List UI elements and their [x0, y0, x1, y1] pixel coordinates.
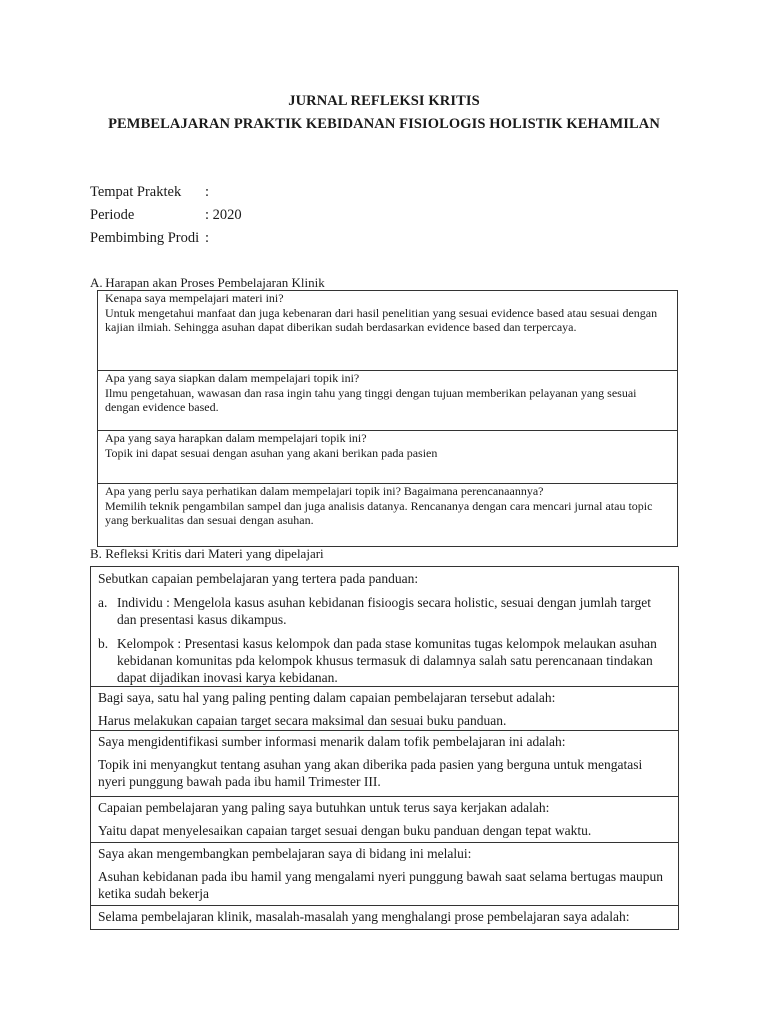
section-title: Harapan akan Proses Pembelajaran Klinik [105, 275, 325, 290]
row-question: Selama pembelajaran klinik, masalah-masalah yang menghalangi prose pembelajaran saya adalah: [98, 909, 630, 924]
meta-tempat-praktek [90, 184, 209, 201]
meta-label: Periode [90, 207, 135, 223]
section-b-table [90, 566, 679, 930]
meta-label: Tempat Praktek [90, 184, 182, 200]
row-question: Apa yang perlu saya perhatikan dalam mempelajari topik ini? Bagaimana perencanaannya? [105, 484, 544, 498]
table-row [91, 906, 678, 929]
meta-pembimbing-prodi [90, 230, 209, 247]
row-question: Sebutkan capaian pembelajaran yang tertera pada panduan: [98, 571, 419, 586]
table-row [91, 687, 678, 731]
list-text: Kelompok : Presentasi kasus kelompok dan pada stase komunitas tugas kelompok melaukan asuhan kebidanan komunitas pda kelompok khusus termasuk di dalamnya salah satu perencanaan tindakan dapat dijadikan inovasi karya kebidanan. [117, 636, 657, 685]
row-question: Saya akan mengembangkan pembelajaran saya di bidang ini melalui: [98, 846, 472, 861]
section-letter: B. [90, 546, 102, 561]
table-row [98, 291, 677, 371]
row-answer: Untuk mengetahui manfaat dan juga kebenaran dari hasil penelitian yang sesuai evidence based atau sesuai dengan kajian ilmiah. Sehingga asuhan dapat diberikan sudah berdasarkan evidence based dan terpercaya. [105, 305, 658, 334]
row-answer: Topik ini menyangkut tentang asuhan yang akan diberika pada pasien yang berguna untuk mengatasi nyeri punggung bawah pada ibu hamil Trimester III. [98, 757, 643, 789]
row-answer: Ilmu pengetahuan, wawasan dan rasa ingin tahu yang tinggi dengan tujuan memberikan pelayanan yang sesuai dengan evidence based. [105, 385, 637, 414]
row-question: Capaian pembelajaran yang paling saya butuhkan untuk terus saya kerjakan adalah: [98, 800, 550, 815]
list-marker: b. [98, 636, 109, 651]
document-title: JURNAL REFLEKSI KRITIS [288, 93, 480, 109]
list-marker: a. [98, 595, 108, 610]
table-row [98, 484, 677, 546]
meta-value: : [205, 230, 210, 246]
list-item [98, 594, 670, 628]
meta-value: : 2020 [205, 207, 242, 223]
row-question: Bagi saya, satu hal yang paling penting dalam capaian pembelajaran tersebut adalah: [98, 690, 556, 705]
section-a-table [97, 290, 678, 547]
section-b-heading [90, 546, 324, 562]
row-question: Kenapa saya mempelajari materi ini? [105, 291, 284, 305]
table-row [91, 797, 678, 843]
section-title: Refleksi Kritis dari Materi yang dipelajari [105, 546, 324, 561]
row-answer: Topik ini dapat sesuai dengan asuhan yang akani berikan pada pasien [105, 445, 438, 460]
table-row [91, 843, 678, 906]
row-answer: Yaitu dapat menyelesaikan capaian target sesuai dengan buku panduan dengan tepat waktu. [98, 823, 592, 838]
document-subtitle: PEMBELAJARAN PRAKTIK KEBIDANAN FISIOLOGIS HOLISTIK KEHAMILAN [108, 116, 660, 132]
table-row [91, 567, 678, 687]
row-question: Apa yang saya siapkan dalam mempelajari topik ini? [105, 371, 360, 385]
meta-value: : [205, 184, 210, 200]
meta-periode [90, 207, 242, 224]
list-text: Individu : Mengelola kasus asuhan kebidanan fisioogis secara holistic, sesuai dengan jumlah target dan presentasi kasus dikampus. [117, 595, 651, 627]
row-answer: Memilih teknik pengambilan sampel dan juga analisis datanya. Rencananya dengan cara mencari jurnal atau topic yang berkualitas dan sesuai dengan asuhan. [105, 498, 653, 527]
list-item [98, 635, 670, 686]
table-row [91, 731, 678, 797]
meta-label: Pembimbing Prodi [90, 230, 200, 246]
section-a-heading [90, 275, 325, 291]
row-question: Saya mengidentifikasi sumber informasi menarik dalam tofik pembelajaran ini adalah: [98, 734, 566, 749]
table-row [98, 431, 677, 484]
row-question: Apa yang saya harapkan dalam mempelajari topik ini? [105, 431, 367, 445]
section-letter: A. [90, 275, 103, 290]
table-row [98, 371, 677, 431]
row-answer: Harus melakukan capaian target secara maksimal dan sesuai buku panduan. [98, 713, 507, 728]
row-answer: Asuhan kebidanan pada ibu hamil yang mengalami nyeri punggung bawah saat selama bertugas maupun ketika sudah bekerja [98, 869, 663, 901]
